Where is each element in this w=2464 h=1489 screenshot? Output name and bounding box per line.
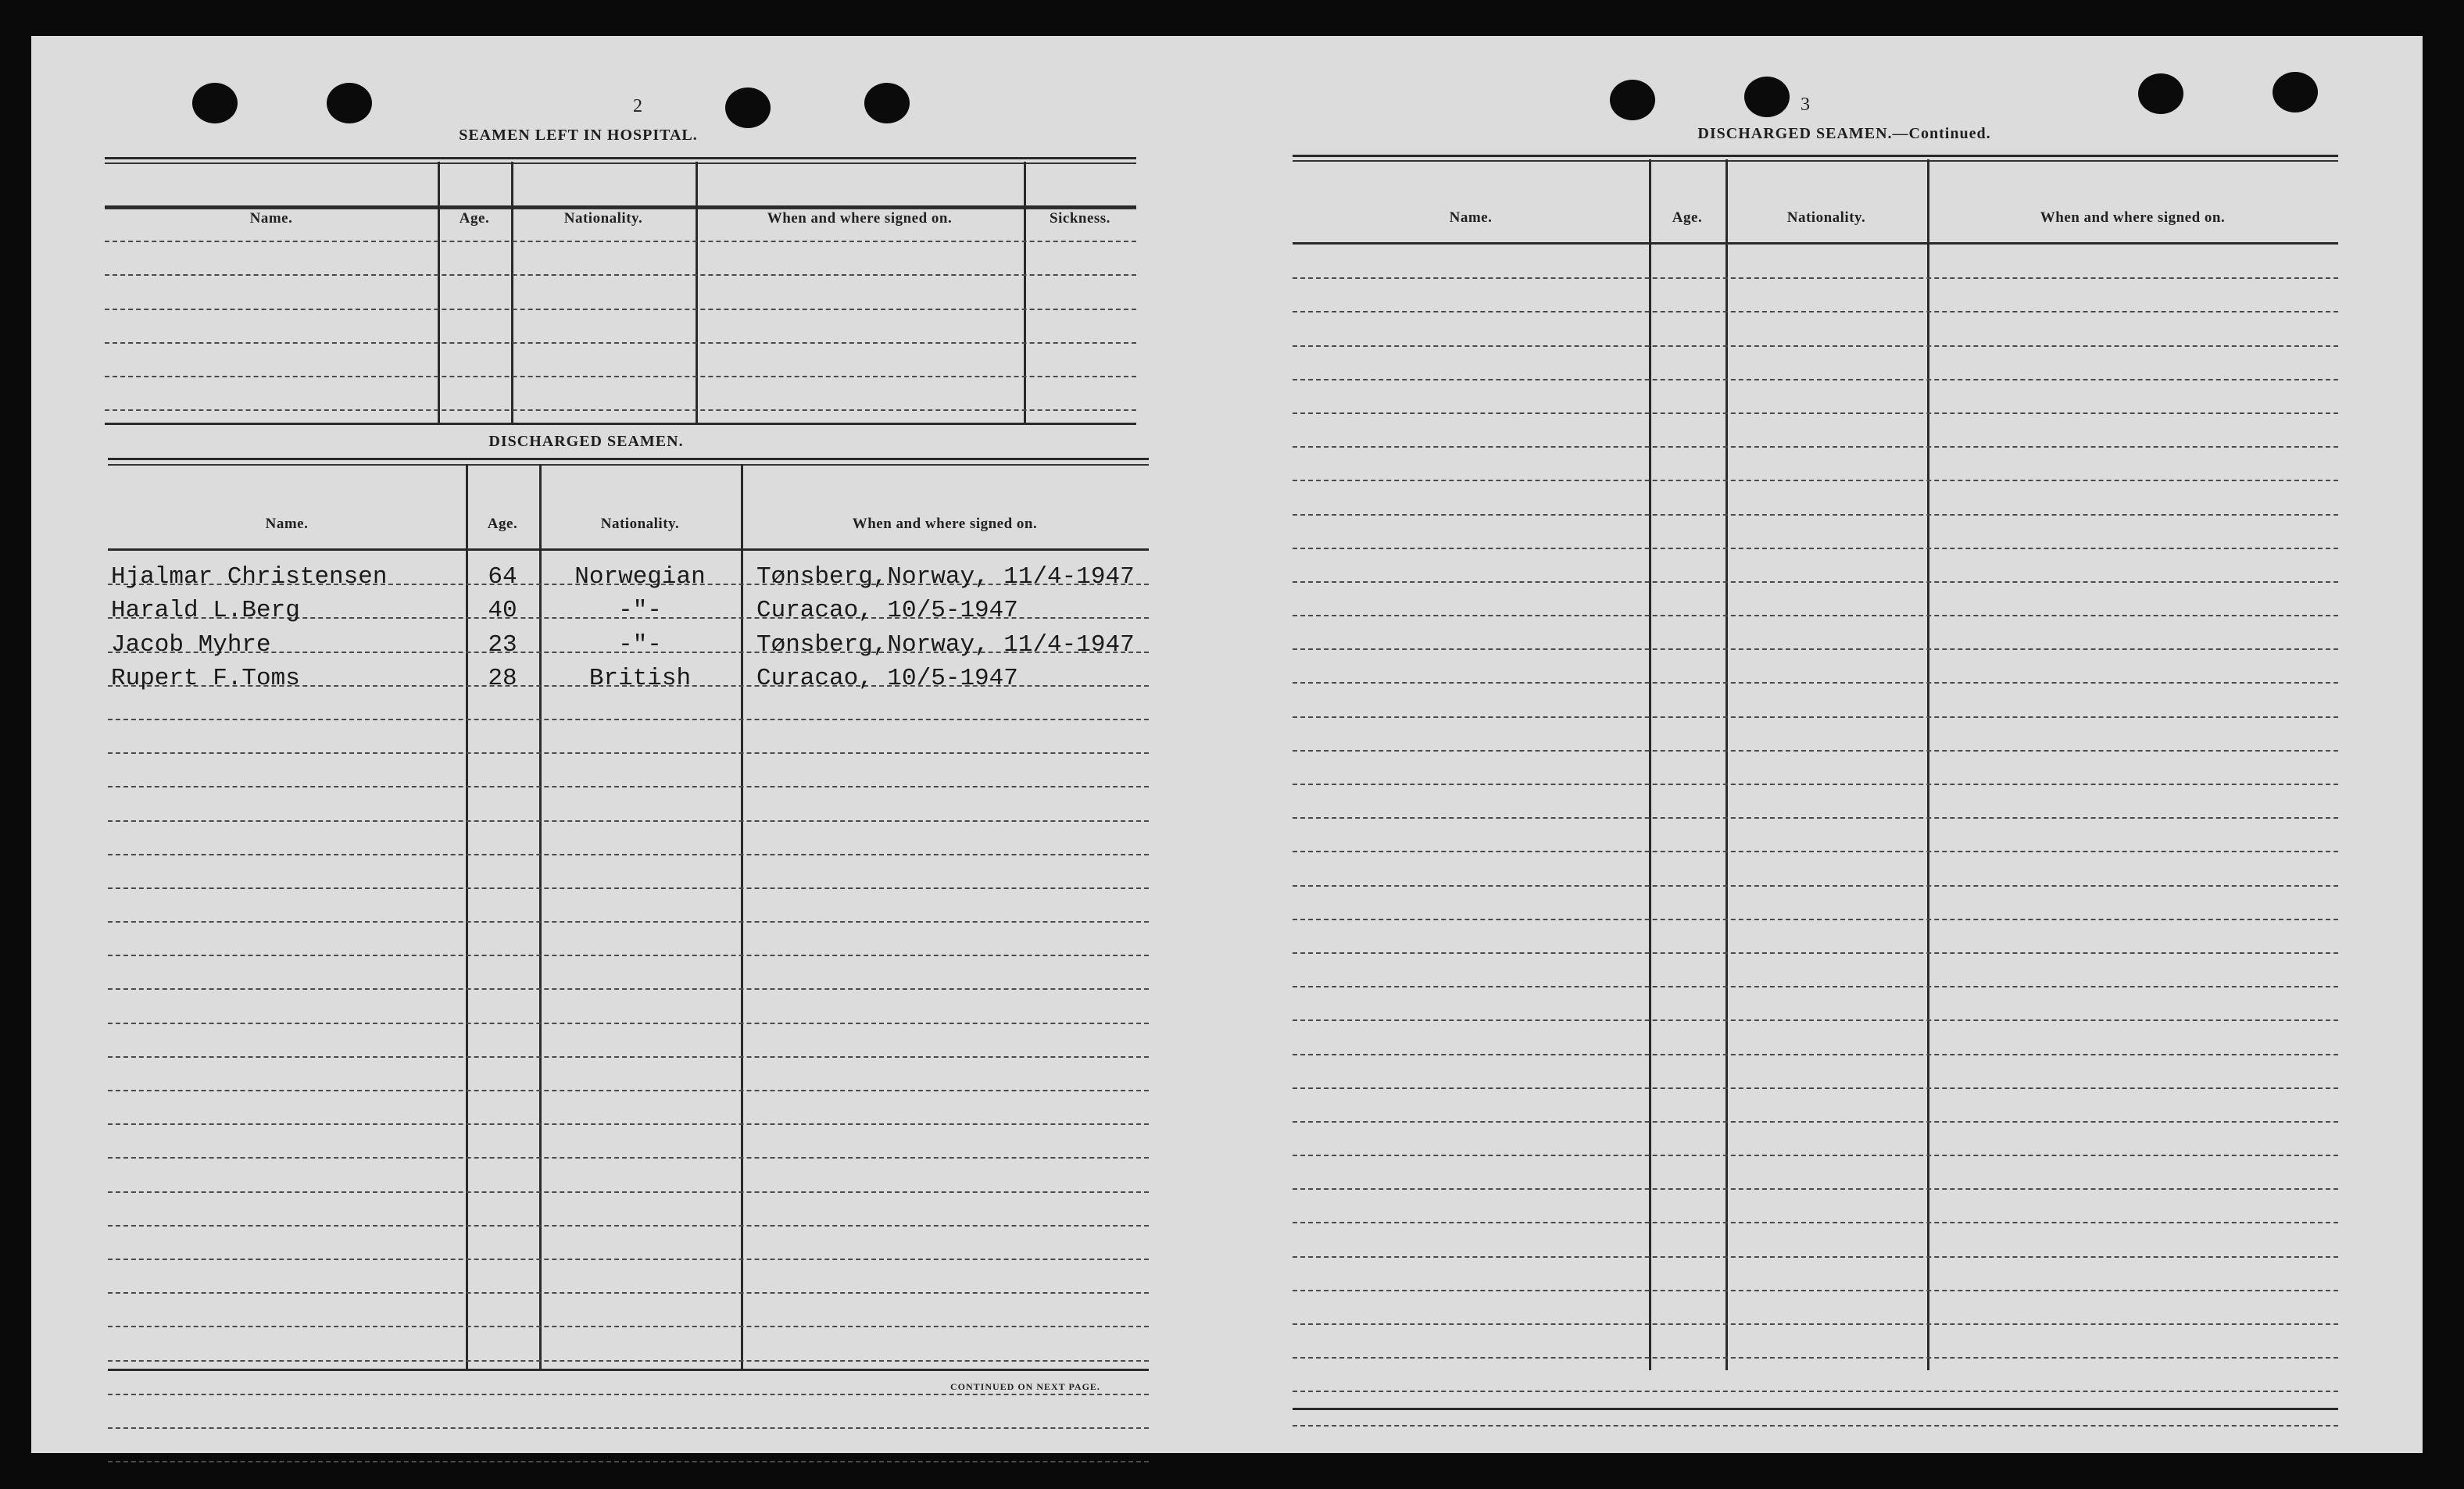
punch-hole: [725, 87, 771, 128]
hospital-row: [105, 344, 1136, 377]
discharged-continued-table: [1293, 155, 2338, 1412]
table-row: [108, 754, 1149, 787]
hospital-row: [105, 310, 1136, 344]
hospital-row: [105, 242, 1136, 276]
table-row: [1293, 549, 2338, 583]
seaman-name: Hjalmar Christensen: [111, 563, 388, 591]
table-row: [108, 1159, 1149, 1192]
discharged-table: [108, 458, 1149, 1411]
seaman-age: 40: [488, 597, 517, 625]
table-row: [1293, 718, 2338, 752]
table-row: [108, 889, 1149, 923]
hospital-row: [105, 377, 1136, 411]
column-header: When and where signed on.: [2040, 209, 2226, 226]
column-header: When and where signed on.: [767, 210, 953, 227]
table-row: [108, 855, 1149, 889]
punch-hole: [1744, 77, 1790, 117]
seaman-signed-on: Tønsberg,Norway, 11/4-1947: [756, 630, 1135, 659]
seaman-row: [108, 585, 1149, 625]
table-row: [108, 1327, 1149, 1361]
table-row: [1293, 684, 2338, 717]
column-header: Name.: [249, 210, 293, 227]
seaman-row: [108, 552, 1149, 591]
column-header: Name.: [1449, 209, 1493, 226]
table-row: [1293, 920, 2338, 954]
table-row: [108, 687, 1149, 720]
table-row: [108, 822, 1149, 855]
table-row: [108, 1294, 1149, 1327]
table-row: [1293, 245, 2338, 279]
table-row: [1293, 987, 2338, 1021]
punch-hole: [2138, 73, 2183, 114]
discharged-continued-title: DISCHARGED SEAMEN.—Continued.: [1697, 125, 1991, 142]
discharged-section-title: DISCHARGED SEAMEN.: [488, 433, 684, 450]
table-row: [1293, 616, 2338, 650]
table-row: [1293, 819, 2338, 852]
table-row: [108, 1058, 1149, 1091]
column-header: Sickness.: [1050, 210, 1110, 227]
seaman-nationality: Norwegian: [574, 563, 706, 591]
table-row: [1293, 1223, 2338, 1257]
column-header: When and where signed on.: [852, 516, 1038, 532]
seaman-nationality: -"-: [618, 630, 662, 659]
seaman-nationality: -"-: [618, 597, 662, 625]
hospital-row: [105, 209, 1136, 242]
seaman-name: Jacob Myhre: [111, 630, 271, 659]
column-header: Name.: [265, 516, 309, 532]
hospital-row: [105, 276, 1136, 309]
seaman-signed-on: Curacao, 10/5-1947: [756, 664, 1018, 692]
table-row: [108, 1227, 1149, 1260]
punch-hole: [327, 83, 372, 123]
table-row: [108, 1429, 1149, 1462]
table-row: [1293, 887, 2338, 920]
punch-hole: [192, 83, 238, 123]
table-row: [1293, 1359, 2338, 1392]
table-row: [1293, 1190, 2338, 1223]
table-row: [108, 720, 1149, 754]
column-header: Age.: [487, 516, 518, 532]
punch-hole: [864, 83, 910, 123]
table-row: [108, 1091, 1149, 1125]
seaman-signed-on: Curacao, 10/5-1947: [756, 597, 1018, 625]
page-number: 3: [1801, 95, 1810, 115]
table-row: [1293, 1021, 2338, 1055]
table-row: [108, 1024, 1149, 1058]
table-row: [1293, 448, 2338, 481]
seaman-age: 23: [488, 630, 517, 659]
table-row: [108, 1125, 1149, 1159]
table-row: [1293, 583, 2338, 616]
punch-hole: [1610, 80, 1655, 120]
punch-hole: [2273, 72, 2318, 112]
table-row: [1293, 1325, 2338, 1359]
seaman-age: 28: [488, 664, 517, 692]
table-row: [1293, 1291, 2338, 1325]
table-row: [108, 956, 1149, 990]
table-row: [108, 1395, 1149, 1429]
page-number: 2: [633, 96, 642, 116]
seaman-row: [108, 653, 1149, 692]
column-header: Nationality.: [600, 516, 680, 532]
hospital-section-title: SEAMEN LEFT IN HOSPITAL.: [459, 127, 698, 144]
table-row: [1293, 414, 2338, 448]
table-row: [1293, 650, 2338, 684]
table-row: [1293, 785, 2338, 819]
table-row: [108, 923, 1149, 956]
seaman-name: Harald L.Berg: [111, 597, 300, 625]
document-sheet: [31, 36, 2423, 1453]
column-header: Nationality.: [1786, 209, 1866, 226]
table-row: [1293, 852, 2338, 886]
table-row: [1293, 1089, 2338, 1123]
seaman-row: [108, 619, 1149, 659]
continued-note: CONTINUED ON NEXT PAGE.: [950, 1381, 1100, 1392]
table-row: [1293, 380, 2338, 414]
table-row: [1293, 752, 2338, 785]
table-row: [1293, 1258, 2338, 1291]
seaman-age: 64: [488, 563, 517, 591]
column-header: Nationality.: [563, 210, 643, 227]
table-row: [1293, 279, 2338, 312]
column-header: Age.: [1672, 209, 1703, 226]
table-row: [1293, 347, 2338, 380]
table-row: [1293, 1055, 2338, 1089]
table-row: [1293, 1156, 2338, 1190]
table-row: [108, 787, 1149, 821]
table-row: [108, 990, 1149, 1023]
hospital-table: [105, 157, 1136, 473]
table-row: [108, 1260, 1149, 1294]
table-row: [1293, 1123, 2338, 1156]
table-row: [1293, 481, 2338, 515]
table-row: [1293, 516, 2338, 549]
table-row: [1293, 312, 2338, 346]
table-row: [108, 1193, 1149, 1227]
table-row: [1293, 954, 2338, 987]
column-header: Age.: [459, 210, 490, 227]
seaman-nationality: British: [588, 664, 692, 692]
seaman-name: Rupert F.Toms: [111, 664, 300, 692]
seaman-signed-on: Tønsberg,Norway, 11/4-1947: [756, 563, 1135, 591]
